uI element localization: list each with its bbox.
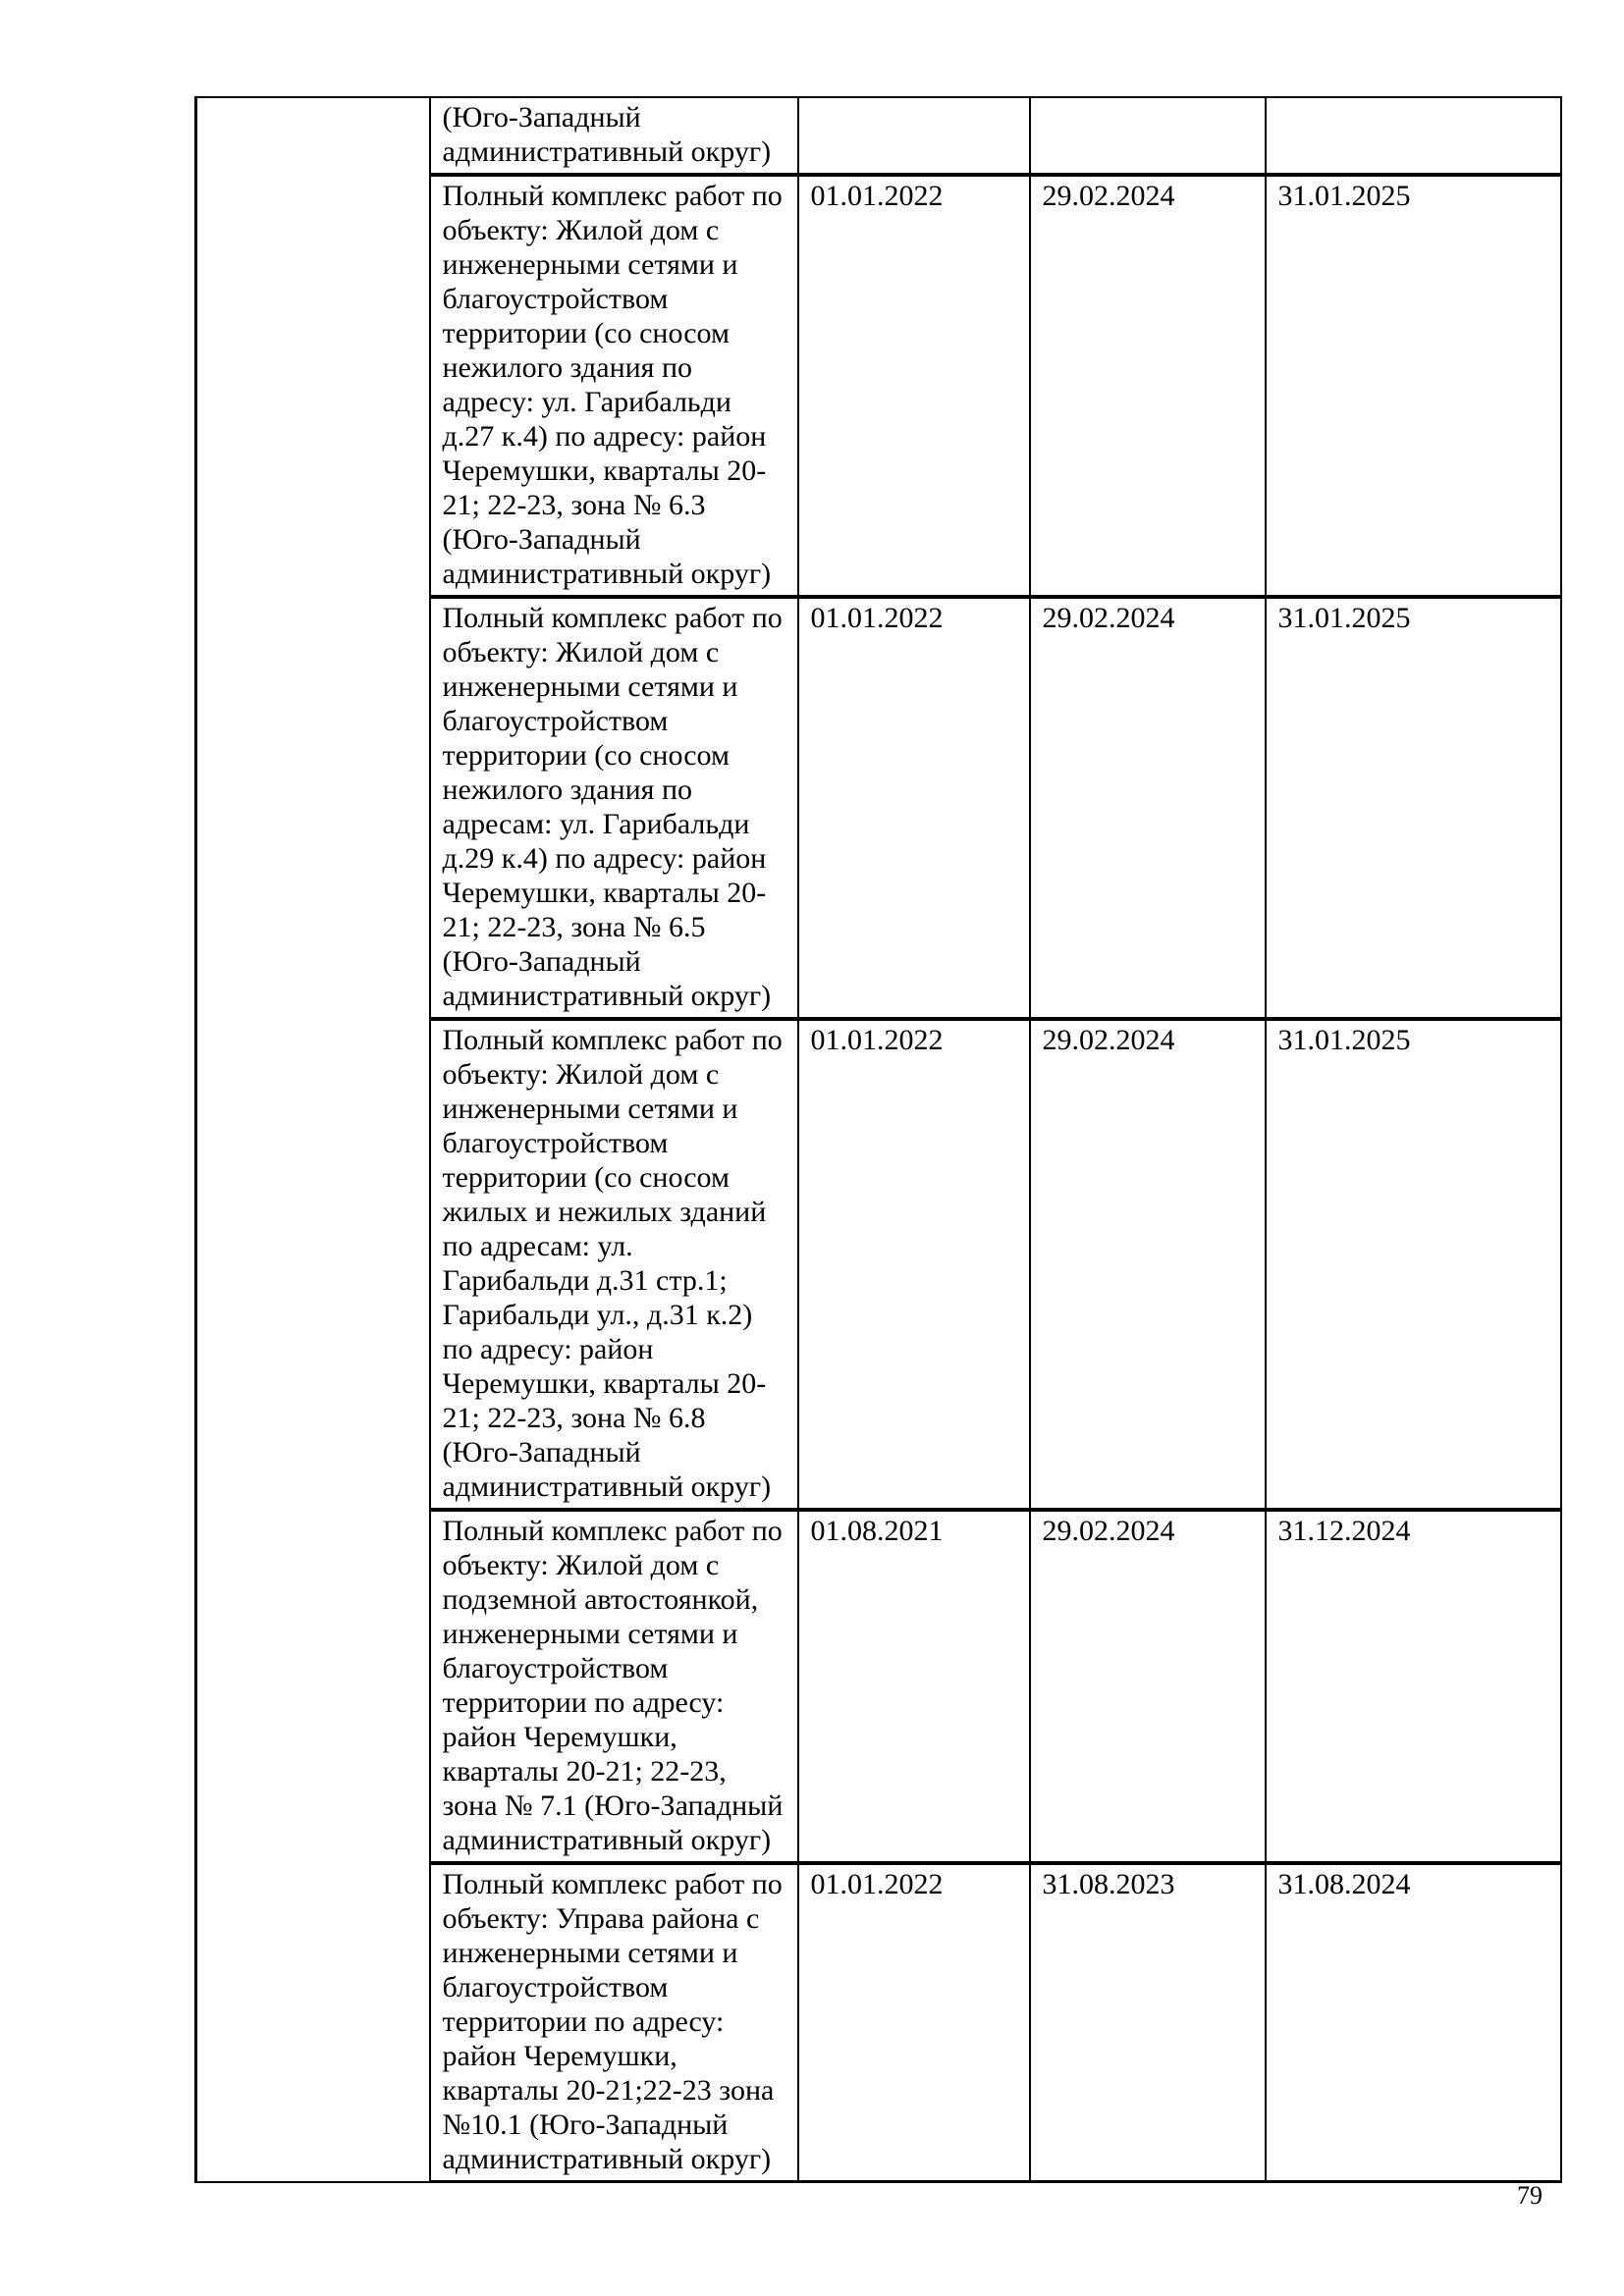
object-description-cell <box>430 1019 798 1510</box>
description-line: 21; 22-23, зона № 6.3 <box>442 489 706 521</box>
merged-left-cell <box>196 97 430 2182</box>
intermediate-date-cell: 29.02.2024 <box>1030 1510 1266 1863</box>
description-line: Черемушки, кварталы 20- <box>442 454 767 487</box>
description-line: Гарибальди ул., д.31 к.2) <box>442 1299 753 1331</box>
page-number: 79 <box>1517 2181 1543 2210</box>
description-line: административный округ) <box>442 2143 772 2175</box>
description-line: Полный комплекс работ по <box>442 1868 783 1900</box>
description-line: благоустройством <box>442 705 669 737</box>
description-line: объекту: Жилой дом с <box>442 1058 720 1091</box>
object-description-cell <box>430 1863 798 2182</box>
description-line: (Юго-Западный <box>442 945 641 978</box>
description-line: (Юго-Западный <box>442 1436 641 1468</box>
description-line: д.27 к.4) по адресу: район <box>442 420 767 453</box>
description-line: район Черемушки, <box>442 1721 677 1753</box>
description-line: адресам: ул. Гарибальди <box>442 808 750 840</box>
description-line: жилых и нежилых зданий <box>442 1196 767 1228</box>
description-line: Гарибальди д.31 стр.1; <box>442 1264 728 1297</box>
object-description-cell <box>430 597 798 1019</box>
intermediate-date-cell: 29.02.2024 <box>1030 175 1266 597</box>
description-line: зона № 7.1 (Юго-Западный <box>442 1789 784 1822</box>
intermediate-date-cell <box>1030 97 1266 175</box>
description-line: объекту: Жилой дом с <box>442 214 720 246</box>
object-description-cell <box>430 1510 798 1863</box>
intermediate-date-cell: 29.02.2024 <box>1030 1019 1266 1510</box>
description-line: по адресам: ул. <box>442 1230 633 1262</box>
description-line: административный округ) <box>442 558 772 590</box>
start-date-cell: 01.08.2021 <box>798 1510 1030 1863</box>
description-line: Полный комплекс работ по <box>442 180 783 212</box>
description-line: д.29 к.4) по адресу: район <box>442 842 767 875</box>
description-line: инженерными сетями и <box>442 670 738 703</box>
description-line: административный округ) <box>442 980 772 1012</box>
description-line: район Черемушки, <box>442 2040 677 2072</box>
description-line: кварталы 20-21; 22-23, <box>442 1755 727 1788</box>
description-line: по адресу: район <box>442 1333 654 1365</box>
description-line: объекту: Управа района с <box>442 1902 760 1935</box>
intermediate-date-cell: 29.02.2024 <box>1030 597 1266 1019</box>
end-date-cell: 31.01.2025 <box>1266 1019 1561 1510</box>
schedule-table-body <box>196 97 1561 2182</box>
table-row <box>196 97 1561 175</box>
intermediate-date-cell: 31.08.2023 <box>1030 1863 1266 2182</box>
description-line: территории (со сносом <box>442 317 730 349</box>
description-line: инженерными сетями и <box>442 1093 738 1125</box>
description-line: благоустройством <box>442 1652 669 1684</box>
description-line: нежилого здания по <box>442 351 693 384</box>
end-date-cell: 31.12.2024 <box>1266 1510 1561 1863</box>
end-date-cell: 31.01.2025 <box>1266 175 1561 597</box>
description-line: Черемушки, кварталы 20- <box>442 877 767 909</box>
description-line: объекту: Жилой дом с <box>442 636 720 668</box>
description-line: административный округ) <box>442 135 772 168</box>
description-line: административный округ) <box>442 1824 772 1856</box>
description-line: адресу: ул. Гарибальди <box>442 386 731 418</box>
description-line: подземной автостоянкой, <box>442 1583 759 1616</box>
description-line: (Юго-Западный <box>442 523 641 556</box>
description-line: Полный комплекс работ по <box>442 1024 783 1056</box>
description-line: благоустройством <box>442 1971 669 2003</box>
start-date-cell: 01.01.2022 <box>798 1019 1030 1510</box>
description-line: территории (со сносом <box>442 1161 730 1194</box>
start-date-cell: 01.01.2022 <box>798 175 1030 597</box>
description-line: благоустройством <box>442 1127 669 1159</box>
description-line: инженерными сетями и <box>442 248 738 281</box>
description-line: благоустройством <box>442 283 669 315</box>
end-date-cell <box>1266 97 1561 175</box>
description-line: территории (со сносом <box>442 739 730 772</box>
description-line: Полный комплекс работ по <box>442 602 783 634</box>
description-line: административный округ) <box>442 1470 772 1503</box>
start-date-cell <box>798 97 1030 175</box>
description-line: кварталы 20-21;22-23 зона <box>442 2074 775 2107</box>
object-description-cell <box>430 175 798 597</box>
description-line: инженерными сетями и <box>442 1937 738 1969</box>
description-line: 21; 22-23, зона № 6.8 <box>442 1402 706 1434</box>
description-line: территории по адресу: <box>442 2005 725 2038</box>
end-date-cell: 31.01.2025 <box>1266 597 1561 1019</box>
description-line: Полный комплекс работ по <box>442 1515 783 1547</box>
end-date-cell: 31.08.2024 <box>1266 1863 1561 2182</box>
description-line: №10.1 (Юго-Западный <box>442 2109 729 2141</box>
start-date-cell: 01.01.2022 <box>798 597 1030 1019</box>
object-description-cell <box>430 97 798 175</box>
description-line: территории по адресу: <box>442 1686 725 1719</box>
description-line: нежилого здания по <box>442 774 693 806</box>
description-line: инженерными сетями и <box>442 1618 738 1650</box>
description-line: (Юго-Западный <box>442 101 641 133</box>
description-line: 21; 22-23, зона № 6.5 <box>442 911 706 943</box>
description-line: Черемушки, кварталы 20- <box>442 1367 767 1400</box>
schedule-table <box>194 96 1562 2183</box>
start-date-cell: 01.01.2022 <box>798 1863 1030 2182</box>
description-line: объекту: Жилой дом с <box>442 1549 720 1581</box>
